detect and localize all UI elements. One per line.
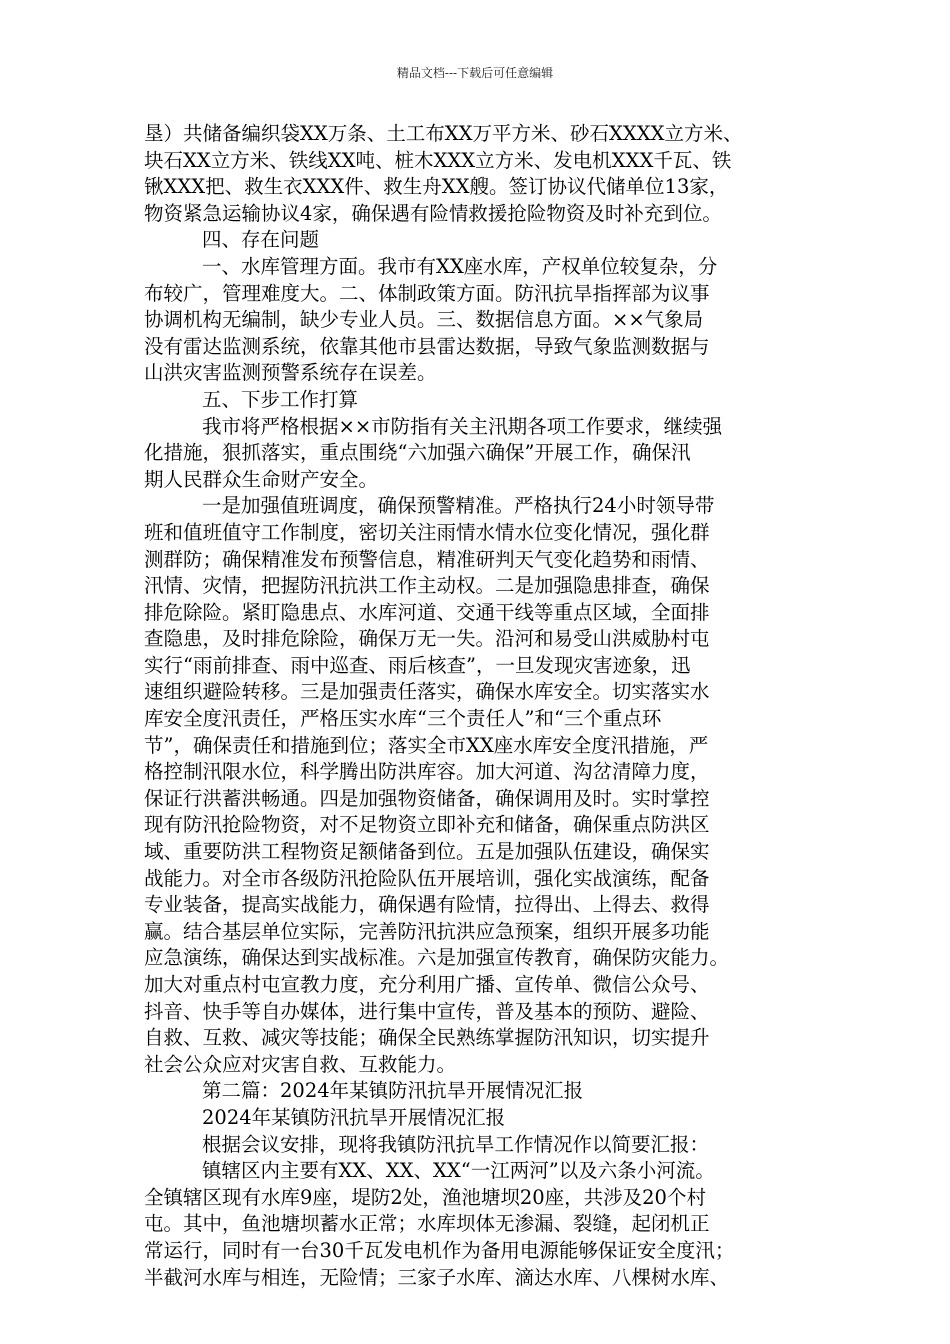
text-line: 一、水库管理方面。我市有XX座水库，产权单位较复杂，分	[202, 254, 718, 278]
text-line: 社会公众应对灾害自救、互救能力。	[144, 1052, 457, 1076]
text-line: 赢。结合基层单位实际，完善防汛抗洪应急预案，组织开展多功能	[144, 919, 710, 943]
text-line: 化措施，狠抓落实，重点围绕“六加强六确保”开展工作，确保汛	[144, 441, 691, 465]
text-line: 库安全度汛责任，严格压实水库“三个责任人”和“三个重点环	[144, 707, 662, 731]
text-line: 没有雷达监测系统，依靠其他市县雷达数据，导致气象监测数据与	[144, 334, 710, 358]
text-line: 抖音、快手等自办媒体，进行集中宣传，普及基本的预防、避险、	[144, 999, 710, 1023]
text-line: 实行“雨前排查、雨中巡查、雨后核查”，一旦发现灾害迹象，迅	[144, 653, 691, 677]
text-line: 班和值班值守工作制度，密切关注雨情水情水位变化情况，强化群	[144, 520, 710, 544]
text-line: 镇辖区内主要有XX、XX、XX“一江两河”以及六条小河流。	[202, 1159, 715, 1183]
page-header: 精品文档---下载后可任意编辑	[396, 66, 554, 80]
text-line: 现有防汛抢险物资，对不足物资立即补充和储备，确保重点防洪区	[144, 813, 710, 837]
text-line: 常运行，同时有一台30千瓦发电机作为备用电源能够保证安全度汛；	[144, 1238, 735, 1262]
text-line: 布较广，管理难度大。二、体制政策方面。防汛抗旱指挥部为议事	[144, 281, 710, 305]
text-line: 应急演练，确保达到实战标准。六是加强宣传教育，确保防灾能力。	[144, 946, 730, 970]
text-line: 第二篇：2024年某镇防汛抗旱开展情况汇报	[202, 1079, 584, 1103]
text-line: 2024年某镇防汛抗旱开展情况汇报	[202, 1105, 506, 1129]
text-line: 根据会议安排，现将我镇防汛抗旱工作情况作以简要汇报：	[202, 1132, 710, 1156]
text-line: 测群防；确保精准发布预警信息，精准研判天气变化趋势和雨情、	[144, 547, 710, 571]
text-line: 四、存在问题	[202, 228, 320, 252]
text-line: 排危除险。紧盯隐患点、水库河道、交通干线等重点区域，全面排	[144, 600, 710, 624]
document-body	[144, 121, 824, 1291]
text-line: 一是加强值班调度，确保预警精准。严格执行24小时领导带	[202, 494, 715, 518]
text-line: 协调机构无编制，缺少专业人员。三、数据信息方面。××气象局	[144, 308, 704, 332]
text-line: 格控制汛限水位，科学腾出防洪库容。加大河道、沟岔清障力度，	[144, 760, 710, 784]
text-line: 我市将严格根据××市防指有关主汛期各项工作要求，继续强	[202, 414, 723, 438]
text-line: 期人民群众生命财产安全。	[144, 467, 379, 491]
text-line: 块石XX立方米、铁线XX吨、桩木XXX立方米、发电机XXX千瓦、铁	[144, 148, 732, 172]
text-line: 加大对重点村屯宣教力度，充分利用广播、宣传单、微信公众号、	[144, 973, 710, 996]
text-line: 汛情、灾情，把握防汛抗洪工作主动权。二是加强隐患排查，确保	[144, 574, 710, 598]
text-line: 屯。其中，鱼池塘坝蓄水正常；水库坝体无渗漏、裂缝，起闭机正	[144, 1212, 710, 1236]
text-line: 专业装备，提高实战能力，确保遇有险情，拉得出、上得去、救得	[144, 893, 710, 917]
text-line: 全镇辖区现有水库9座，堤防2处，渔池塘坝20座，共涉及20个村	[144, 1185, 706, 1209]
text-line: 锹XXX把、救生衣XXX件、救生舟XX艘。签订协议代储单位13家，	[144, 175, 729, 199]
text-line: 战能力。对全市各级防汛抢险队伍开展培训，强化实战演练，配备	[144, 866, 710, 890]
text-line: 半截河水库与相连，无险情；三家子水库、滴达水库、八棵树水库、	[144, 1265, 730, 1289]
text-line: 物资紧急运输协议4家，确保遇有险情救援抢险物资及时补充到位。	[144, 201, 722, 225]
text-line: 速组织避险转移。三是加强责任落实，确保水库安全。切实落实水	[144, 680, 710, 704]
text-line: 五、下步工作打算	[202, 387, 359, 411]
text-line: 节”，确保责任和措施到位；落实全市XX座水库安全度汛措施，严	[144, 733, 709, 757]
text-line: 垦）共储备编织袋XX万条、土工布XX万平方米、砂石XXXX立方米、	[144, 122, 743, 145]
text-line: 域、重要防洪工程物资足额储备到位。五是加强队伍建设，确保实	[144, 840, 710, 864]
text-line: 保证行洪蓄洪畅通。四是加强物资储备，确保调用及时。实时掌控	[144, 786, 710, 810]
text-line: 山洪灾害监测预警系统存在误差。	[144, 361, 437, 385]
text-line: 自救、互救、减灾等技能；确保全民熟练掌握防汛知识，切实提升	[144, 1026, 710, 1050]
text-line: 查隐患，及时排危除险，确保万无一失。沿河和易受山洪威胁村屯	[144, 627, 710, 651]
